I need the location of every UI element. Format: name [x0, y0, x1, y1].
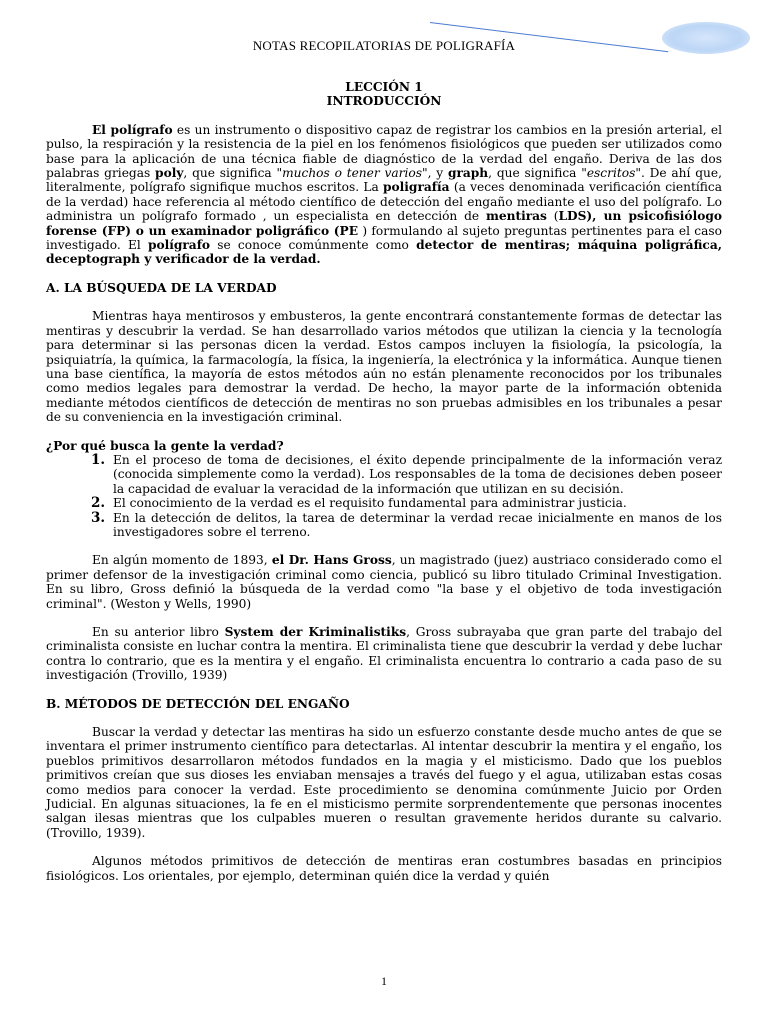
section-a-heading: A. LA BÚSQUEDA DE LA VERDAD	[46, 280, 277, 295]
running-header: NOTAS RECOPILATORIAS DE POLIGRAFÍA	[252, 38, 516, 53]
section-b-paragraph-2: Algunos métodos primitivos de detección de mentiras eran costumbres basadas en principios fisiológicos. Los orientales, por ejemplo, determinan quién dice la verdad y quién	[46, 854, 722, 883]
gross-paragraph: En algún momento de 1893, el Dr. Hans Gross, un magistrado (juez) austriaco considerado como el primer defensor de la investigación criminal como ciencia, publicó su libro titulado Criminal Investigation. En su libro, Gross definió la búsqueda de la verdad como "la base y el objetivo de toda investigación criminal". (Weston y Wells, 1990)	[46, 553, 723, 611]
intro-paragraph: El polígrafo es un instrumento o dispositivo capaz de registrar los cambios en la presión arterial, el pulso, la respiración y la resistencia de la piel en los fenómenos fisiológicos que pueden ser utilizados como base para la aplicación de una técnica fiable de diagnóstico de la verdad del engaño. Deriva de las dos palabras griegas poly, que significa "muchos o tener varios", y graph, que significa "escritos". De ahí que, literalmente, polígrafo signifique muchos escritos. La poligrafía (a veces denominada verificación científica de la verdad) hace referencia al método científico de detección del engaño mediante el uso del polígrafo. Lo administra un polígrafo formado , un especialista en detección de mentiras (LDS), un psicofisiólogo forense (FP) o un examinador poligráfico (PE ) formulando al sujeto preguntas pertinentes para el caso investigado. El polígrafo se conoce comúnmente como detector de mentiras; máquina poligráfica, deceptograph y verificador de la verdad.	[46, 122, 722, 267]
lesson-title: INTRODUCCIÓN	[326, 94, 442, 109]
list-item: 2. El conocimiento de la verdad es el requisito fundamental para administrar justicia.	[91, 495, 627, 512]
bold-term: detector de mentiras; máquina poligráfica, deceptograph y verificador de la verdad.	[46, 238, 722, 267]
question-heading: ¿Por qué busca la gente la verdad?	[46, 438, 284, 453]
bold-term: poly	[155, 166, 184, 181]
section-b-paragraph: Buscar la verdad y detectar las mentiras ha sido un esfuerzo constante desde mucho antes de que se inventara el primer instrumento científico para detectarlas. Al intentar descubrir la mentira y el engaño, los pueblos primitivos desarrollaron métodos fundados en la magia y el misticismo. Dado que los pueblos primitivos creían que sus dioses les enviaban mensajes a través del fuego y el agua, utilizaban estas cosas como medios para conocer la verdad. Este procedimiento se denomina comúnmente Juicio por Orden Judicial. En algunas situaciones, la fe en el misticismo permite sorprendentemente que personas inocentes salgan ilesas mientras que los culpables mueren o resultan gravemente heridos durante su calvario. (Trovillo, 1939).	[46, 725, 722, 840]
italic-gloss: "muchos o tener varios"	[276, 166, 428, 181]
list-number: 3.	[91, 509, 106, 526]
page-number: 1	[381, 974, 387, 988]
reasons-list	[46, 453, 722, 539]
bold-term: polígrafo	[147, 238, 211, 253]
bold-term: El polígrafo	[92, 122, 173, 137]
bold-term: graph	[447, 166, 489, 181]
section-a-paragraph: Mientras haya mentirosos y embusteros, la gente encontrará constantemente formas de detectar las mentiras y descubrir la verdad. Se han desarrollado varios métodos que utilizan la ciencia y la tecnología para determinar si las personas dicen la verdad. Estos campos incluyen la fisiología, la psicología, la psiquiatría, la química, la farmacología, la física, la ingeniería, la electrónica y la informática. Aunque tienen una base científica, la mayoría de estos métodos aún no están plenamente reconocidos por los tribunales como medios legales para demostrar la verdad. De hecho, la mayor parte de la información obtenida mediante métodos científicos de detección de mentiras no son pruebas admisibles en los tribunales a pesar de su conveniencia en la investigación criminal.	[46, 309, 722, 425]
bold-term: System der Kriminalistiks	[224, 625, 407, 639]
section-b-heading: B. MÉTODOS DE DETECCIÓN DEL ENGAÑO	[46, 696, 350, 711]
list-number: 2.	[91, 495, 106, 512]
bold-term: mentiras	[485, 209, 547, 224]
bold-term: LDS), un psicofisiólogo forense (FP) o un examinador poligráfico (PE	[46, 209, 722, 238]
kriminalistik-paragraph: En su anterior libro System der Kriminalistiks, Gross subrayaba que gran parte del trabajo del criminalista consiste en luchar contra la mentira. El criminalista tiene que descubrir la verdad y debe luchar contra lo contrario, que es la mentira y el engaño. El criminalista encuentra lo contrario a cada paso de su investigación (Trovillo, 1939)	[46, 625, 722, 683]
list-item: 3. En la detección de delitos, la tarea de determinar la verdad recae inicialmente en manos de los investigadores sobre el terreno.	[91, 509, 722, 539]
italic-gloss: "escritos"	[581, 166, 641, 181]
bold-term: poligrafía	[383, 180, 450, 195]
bold-term: el Dr. Hans Gross	[271, 553, 392, 568]
list-number: 1.	[91, 451, 106, 468]
list-item: 1. En el proceso de toma de decisiones, el éxito depende principalmente de la información veraz (conocida simplemente como la verdad). Los responsables de la toma de decisiones deben poseer la capacidad de evaluar la veracidad de la información que utilizan en su decisión.	[91, 451, 722, 496]
lesson-number: LECCIÓN 1	[345, 80, 423, 94]
document-body	[46, 80, 722, 883]
